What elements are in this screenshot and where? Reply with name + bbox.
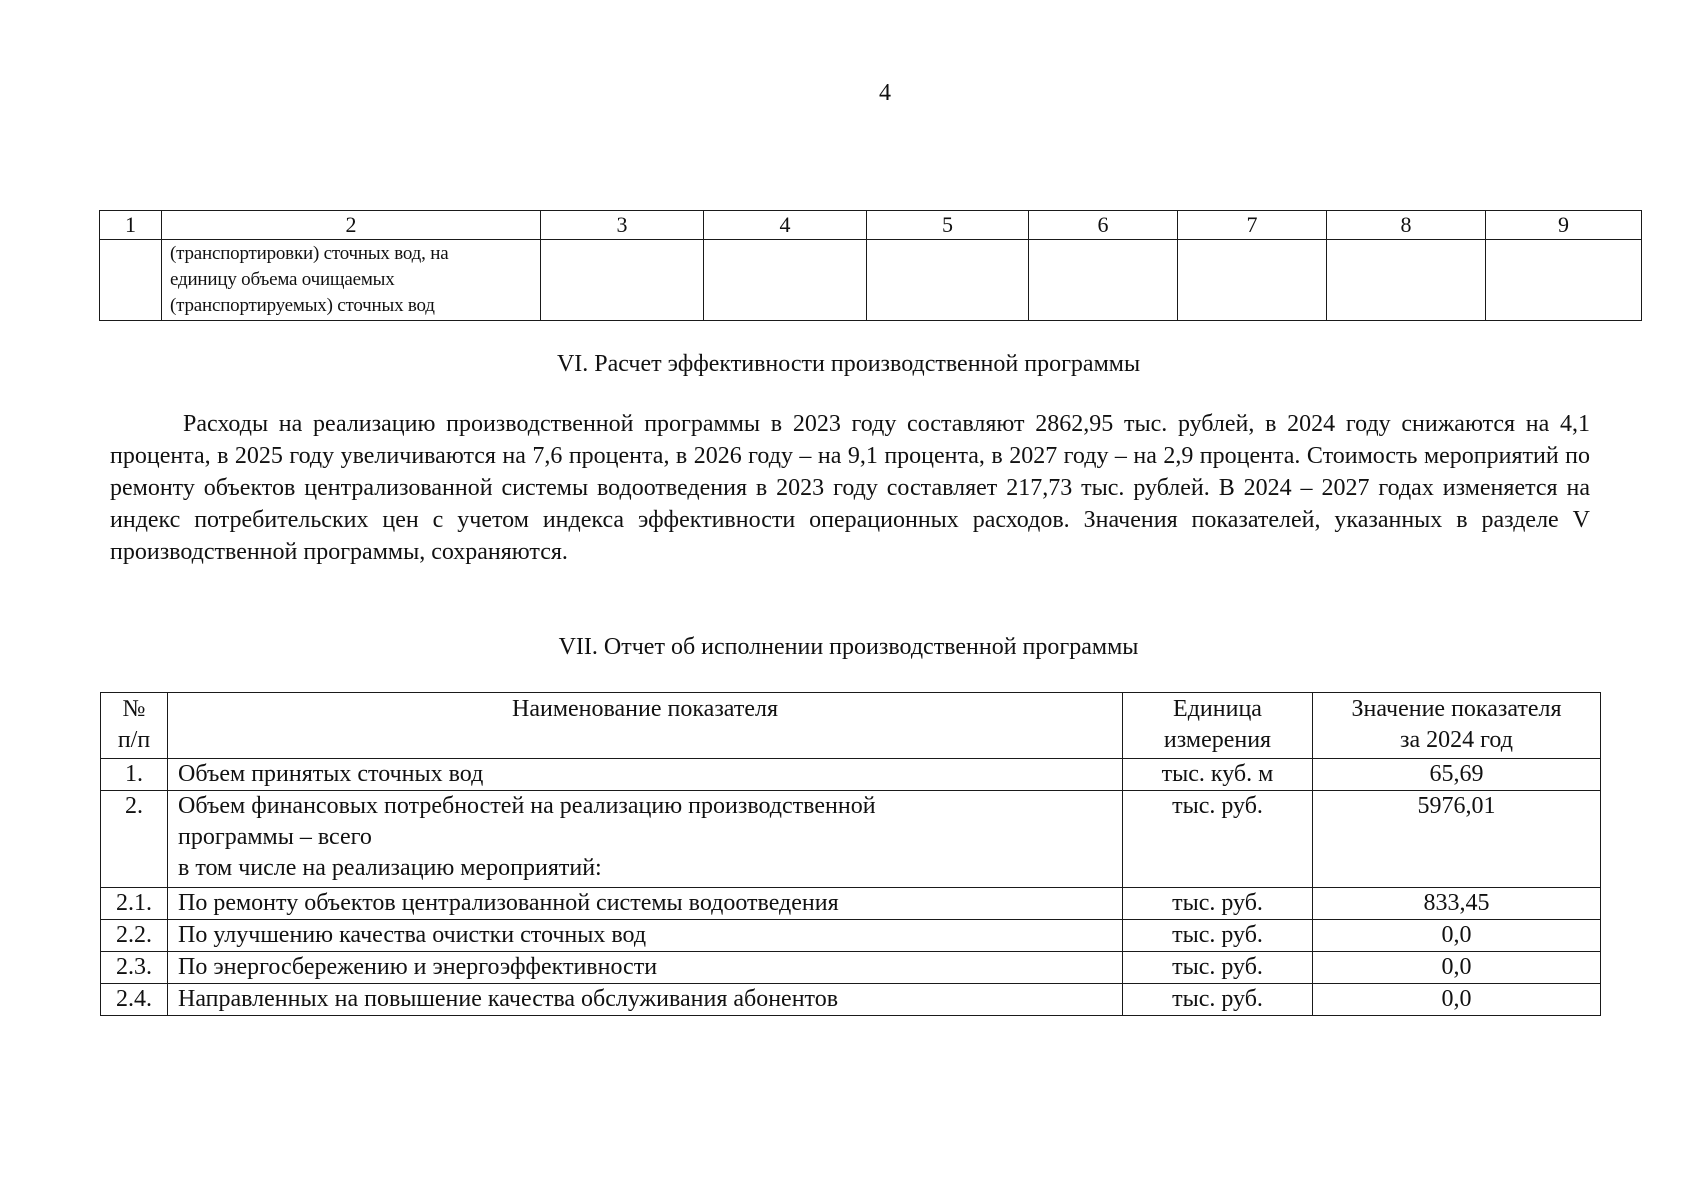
- empty-cell: [1486, 240, 1642, 321]
- header-unit-line: Единица: [1173, 696, 1262, 722]
- description-line: единицу объема очищаемых: [170, 269, 395, 290]
- continuation-row: [100, 240, 1642, 321]
- table-row: [101, 791, 1601, 888]
- section-6-title: VI. Расчет эффективности производственной программы: [556, 351, 1141, 377]
- description-line: (транспортировки) сточных вод, на: [170, 243, 449, 264]
- row-value: 65,69: [1313, 759, 1601, 791]
- row-unit: тыс. руб.: [1123, 984, 1313, 1016]
- section-7-title: VII. Отчет об исполнении производственной программы: [558, 634, 1139, 660]
- table-header-row: [101, 693, 1601, 759]
- row-name-line: программы – всего: [178, 824, 372, 850]
- table-row: [101, 984, 1601, 1016]
- row-value: 5976,01: [1313, 791, 1601, 888]
- column-number: 3: [541, 211, 704, 240]
- header-unit: [1123, 693, 1313, 759]
- row-value: 0,0: [1313, 984, 1601, 1016]
- empty-cell: [1327, 240, 1486, 321]
- empty-cell: [100, 240, 162, 321]
- empty-cell: [541, 240, 704, 321]
- row-name: [168, 791, 1123, 888]
- empty-cell: [1178, 240, 1327, 321]
- column-number: 7: [1178, 211, 1327, 240]
- column-number: 5: [867, 211, 1029, 240]
- header-number-line: №: [122, 696, 146, 722]
- header-number-line: п/п: [117, 727, 151, 753]
- empty-cell: [1029, 240, 1178, 321]
- row-unit: тыс. руб.: [1123, 952, 1313, 984]
- row-number: 1.: [101, 759, 168, 791]
- row-value: 0,0: [1313, 952, 1601, 984]
- empty-cell: [867, 240, 1029, 321]
- row-value: 833,45: [1313, 888, 1601, 920]
- report-table: [100, 692, 1601, 1016]
- header-value: [1313, 693, 1601, 759]
- column-number: 4: [704, 211, 867, 240]
- row-number: 2.2.: [101, 920, 168, 952]
- row-number: 2.4.: [101, 984, 168, 1016]
- row-name-line: в том числе на реализацию мероприятий:: [178, 855, 602, 881]
- table-row: [101, 952, 1601, 984]
- column-number: 8: [1327, 211, 1486, 240]
- column-number-row: [100, 211, 1642, 240]
- row-unit: тыс. куб. м: [1123, 759, 1313, 791]
- column-number: 6: [1029, 211, 1178, 240]
- page-number: 4: [879, 80, 891, 106]
- row-value: 0,0: [1313, 920, 1601, 952]
- row-unit: тыс. руб.: [1123, 791, 1313, 888]
- row-number: 2.3.: [101, 952, 168, 984]
- row-name: Объем принятых сточных вод: [168, 759, 1123, 791]
- empty-cell: [704, 240, 867, 321]
- header-number: [101, 693, 168, 759]
- section-6-paragraph: Расходы на реализацию производственной программы в 2023 году составляют 2862,95 тыс. рублей, в 2024 году снижаются на 4,1 процента, в 2025 году увеличиваются на 7,6 процента, в 2026 году – на 9,1 процента, в 2027 году – на 2,9 процента. Стоимость мероприятий по ремонту объектов централизованной системы водоотведения в 2023 году составляет 217,73 тыс. рублей. В 2024 – 2027 годах изменяется на индекс потребительских цен с учетом индекса эффективности операционных расходов. Значения показателей, указанных в разделе V производственной программы, сохраняются.: [110, 411, 1590, 565]
- header-unit-line: измерения: [1163, 727, 1272, 753]
- row-number: 2.1.: [101, 888, 168, 920]
- row-unit: тыс. руб.: [1123, 888, 1313, 920]
- row-number: 2.: [101, 791, 168, 888]
- continuation-table: [99, 210, 1642, 321]
- table-row: [101, 759, 1601, 791]
- row-unit: тыс. руб.: [1123, 920, 1313, 952]
- column-number: 1: [100, 211, 162, 240]
- table-row: [101, 920, 1601, 952]
- indicator-description-cell: [162, 240, 541, 321]
- description-line: (транспортируемых) сточных вод: [170, 295, 435, 316]
- header-value-line: Значение показателя: [1351, 696, 1562, 722]
- column-number: 2: [162, 211, 541, 240]
- row-name-line: Объем финансовых потребностей на реализацию производственной: [178, 793, 876, 819]
- row-name: По ремонту объектов централизованной системы водоотведения: [168, 888, 1123, 920]
- table-row: [101, 888, 1601, 920]
- row-name: По улучшению качества очистки сточных вод: [168, 920, 1123, 952]
- header-name: Наименование показателя: [168, 693, 1123, 759]
- column-number: 9: [1486, 211, 1642, 240]
- header-value-line: за 2024 год: [1400, 727, 1513, 753]
- row-name: По энергосбережению и энергоэффективности: [168, 952, 1123, 984]
- row-name: Направленных на повышение качества обслуживания абонентов: [168, 984, 1123, 1016]
